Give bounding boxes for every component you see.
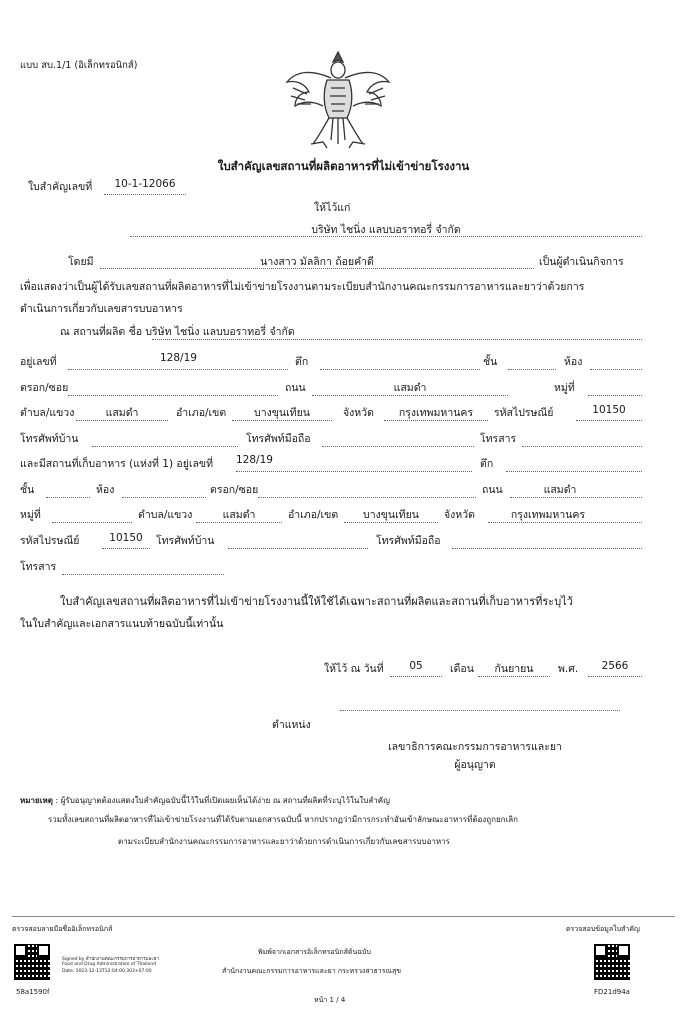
by-label: โดยมี xyxy=(68,256,94,268)
storage-house-no: 128/19 xyxy=(236,454,273,466)
storage-road-label: ถนน xyxy=(482,484,503,496)
agency-english: Food and Drug Administration of Thailand xyxy=(62,962,157,967)
paragraph-2-line-2: ในใบสำคัญและเอกสารแนบท้ายฉบับนี้เท่านั้น xyxy=(20,618,224,630)
agency-name: สำนักงานคณะกรรมการอาหารและยา กระทรวงสาธารณสุข xyxy=(222,967,402,975)
province-label: จังหวัด xyxy=(343,407,374,419)
storage-district-label: อำเภอ/เขต xyxy=(288,509,339,521)
floor-label: ชั้น xyxy=(483,356,498,368)
note-line-1 xyxy=(20,794,390,807)
building-label: ตึก xyxy=(295,356,309,368)
storage-subdistrict: แสมดำ xyxy=(222,509,256,521)
note-line-2: รวมทั้งเลขสถานที่ผลิตอาหารที่ไม่เข้าข่ายโรงงานที่ได้รับตามเอกสารฉบับนี้ หากปรากฏว่ามีการกระทำอันเข้าลักษณะอาหารที่ต้องถูกยกเลิก xyxy=(48,815,518,824)
note-line-3: ตามระเบียบสำนักงานคณะกรรมการอาหารและยาว่าด้วยการดำเนินการเกี่ยวกับเลขสารบบอาหาร xyxy=(118,837,450,846)
signature-qr-code[interactable] xyxy=(14,944,50,980)
issued-to-label: ให้ไว้แก่ xyxy=(314,202,351,214)
storage-subdistrict-label: ตำบล/แขวง xyxy=(138,509,193,521)
fax-label: โทรสาร xyxy=(480,433,517,445)
signed-by: Signed by สำนักงานคณะกรรมการอาหารและยา xyxy=(62,957,159,962)
subdistrict-label: ตำบล/แขวง xyxy=(20,407,75,419)
operator-suffix: เป็นผู้ดำเนินกิจการ xyxy=(539,256,624,268)
site-house-no: 128/19 xyxy=(160,352,197,364)
site-postcode: 10150 xyxy=(592,404,626,416)
house-no-label: อยู่เลขที่ xyxy=(20,356,57,368)
storage-moo-label: หมู่ที่ xyxy=(20,509,41,521)
paragraph-2-line-1: ใบสำคัญเลขสถานที่ผลิตอาหารที่ไม่เข้าข่ายโรงงานนี้ให้ใช้ได้เฉพาะสถานที่ผลิตและสถานที่เก็บอาหารที่ระบุไว้ xyxy=(60,595,573,608)
position-label: ตำแหน่ง xyxy=(272,719,311,731)
operator-name: นางสาว มัลลิกา ถ้อยคำดี xyxy=(260,256,374,268)
storage-building-label: ตึก xyxy=(480,458,494,470)
site-subdistrict: แสมดำ xyxy=(105,407,139,419)
storage-soi-label: ตรอก/ซอย xyxy=(210,484,259,496)
paragraph-1-line-2: ดำเนินการเกี่ยวกับเลขสารบบอาหาร xyxy=(20,303,183,315)
soi-label: ตรอก/ซอย xyxy=(20,382,69,394)
footer-divider xyxy=(12,916,675,917)
certificate-check-label: ตรวจสอบข้อมูลใบสำคัญ xyxy=(566,925,640,933)
form-code: แบบ สบ.1/1 (อิเล็กทรอนิกส์) xyxy=(20,60,138,71)
site-province: กรุงเทพมหานคร xyxy=(398,407,474,419)
sign-date: Date: 2023-12-13T12:04:00.303+07:00 xyxy=(62,969,152,974)
date-day: 05 xyxy=(409,660,423,672)
certificate-number-label: ใบสำคัญเลขที่ xyxy=(28,181,93,193)
signature-check-label: ตรวจสอบลายมือชื่ออิเล็กทรอนิกส์ xyxy=(12,925,113,933)
mobile-label: โทรศัพท์มือถือ xyxy=(246,433,311,445)
date-year: 2566 xyxy=(601,660,629,672)
storage-postcode: 10150 xyxy=(109,532,143,544)
page-number: หน้า 1 / 4 xyxy=(314,996,346,1004)
storage-province: กรุงเทพมหานคร xyxy=(510,509,586,521)
date-year-label: พ.ศ. xyxy=(558,663,579,675)
licensor-label: ผู้อนุญาต xyxy=(454,759,496,771)
authority-title: เลขาธิการคณะกรรมการอาหารและยา xyxy=(388,741,562,753)
storage-postcode-label: รหัสไปรษณีย์ xyxy=(20,535,80,547)
certificate-code: FD21d94a xyxy=(594,988,630,996)
production-site-line: ณ สถานที่ผลิต ชื่อ บริษัท ไชนิ่ง แลบบอราทอรี่ จำกัด xyxy=(60,326,295,338)
storage-room-label: ห้อง xyxy=(96,484,115,496)
storage-home-phone-label: โทรศัพท์บ้าน xyxy=(156,535,215,547)
storage-mobile-label: โทรศัพท์มือถือ xyxy=(376,535,441,547)
signature-code: 58a1590f xyxy=(16,988,50,996)
district-label: อำเภอ/เขต xyxy=(176,407,227,419)
document-title: ใบสำคัญเลขสถานที่ผลิตอาหารที่ไม่เข้าข่ายโรงงาน xyxy=(217,159,470,173)
signature-line xyxy=(340,710,620,711)
storage-floor-label: ชั้น xyxy=(20,484,35,496)
date-given-label: ให้ไว้ ณ วันที่ xyxy=(324,663,384,675)
storage-fax-label: โทรสาร xyxy=(20,561,57,573)
road-label: ถนน xyxy=(285,382,306,394)
company-name: บริษัท ไชนิ่ง แลบบอราทอรี่ จำกัด xyxy=(311,224,461,236)
certificate-number: 10-1-12066 xyxy=(114,178,176,190)
storage-district: บางขุนเทียน xyxy=(363,509,419,521)
site-road: แสมดำ xyxy=(393,382,427,394)
garuda-emblem-icon xyxy=(283,48,393,152)
moo-label: หมู่ที่ xyxy=(554,382,575,394)
printed-from-original: พิมพ์จากเอกสารอิเล็กทรอนิกส์ต้นฉบับ xyxy=(258,948,371,956)
note-text-1: : ผู้รับอนุญาตต้องแสดงใบสำคัญฉบับนี้ไว้ในที่เปิดเผยเห็นได้ง่าย ณ สถานที่ผลิตที่ระบุไว้ในใบสำคัญ xyxy=(52,796,390,805)
site-district: บางขุนเทียน xyxy=(254,407,310,419)
room-label: ห้อง xyxy=(564,356,583,368)
storage-road: แสมดำ xyxy=(543,484,577,496)
storage-label: และมีสถานที่เก็บอาหาร (แห่งที่ 1) อยู่เลขที่ xyxy=(20,458,213,470)
postcode-label: รหัสไปรษณีย์ xyxy=(494,407,554,419)
storage-province-label: จังหวัด xyxy=(444,509,475,521)
paragraph-1-line-1: เพื่อแสดงว่าเป็นผู้ได้รับเลขสถานที่ผลิตอาหารที่ไม่เข้าข่ายโรงงานตามระเบียบสำนักงานคณะกรรมการอาหารและยาว่าด้วยการ xyxy=(20,281,585,293)
certificate-qr-code[interactable] xyxy=(594,944,630,980)
note-heading: หมายเหตุ xyxy=(20,796,53,805)
home-phone-label: โทรศัพท์บ้าน xyxy=(20,433,79,445)
date-month-label: เดือน xyxy=(450,663,474,675)
date-month: กันยายน xyxy=(494,663,534,675)
